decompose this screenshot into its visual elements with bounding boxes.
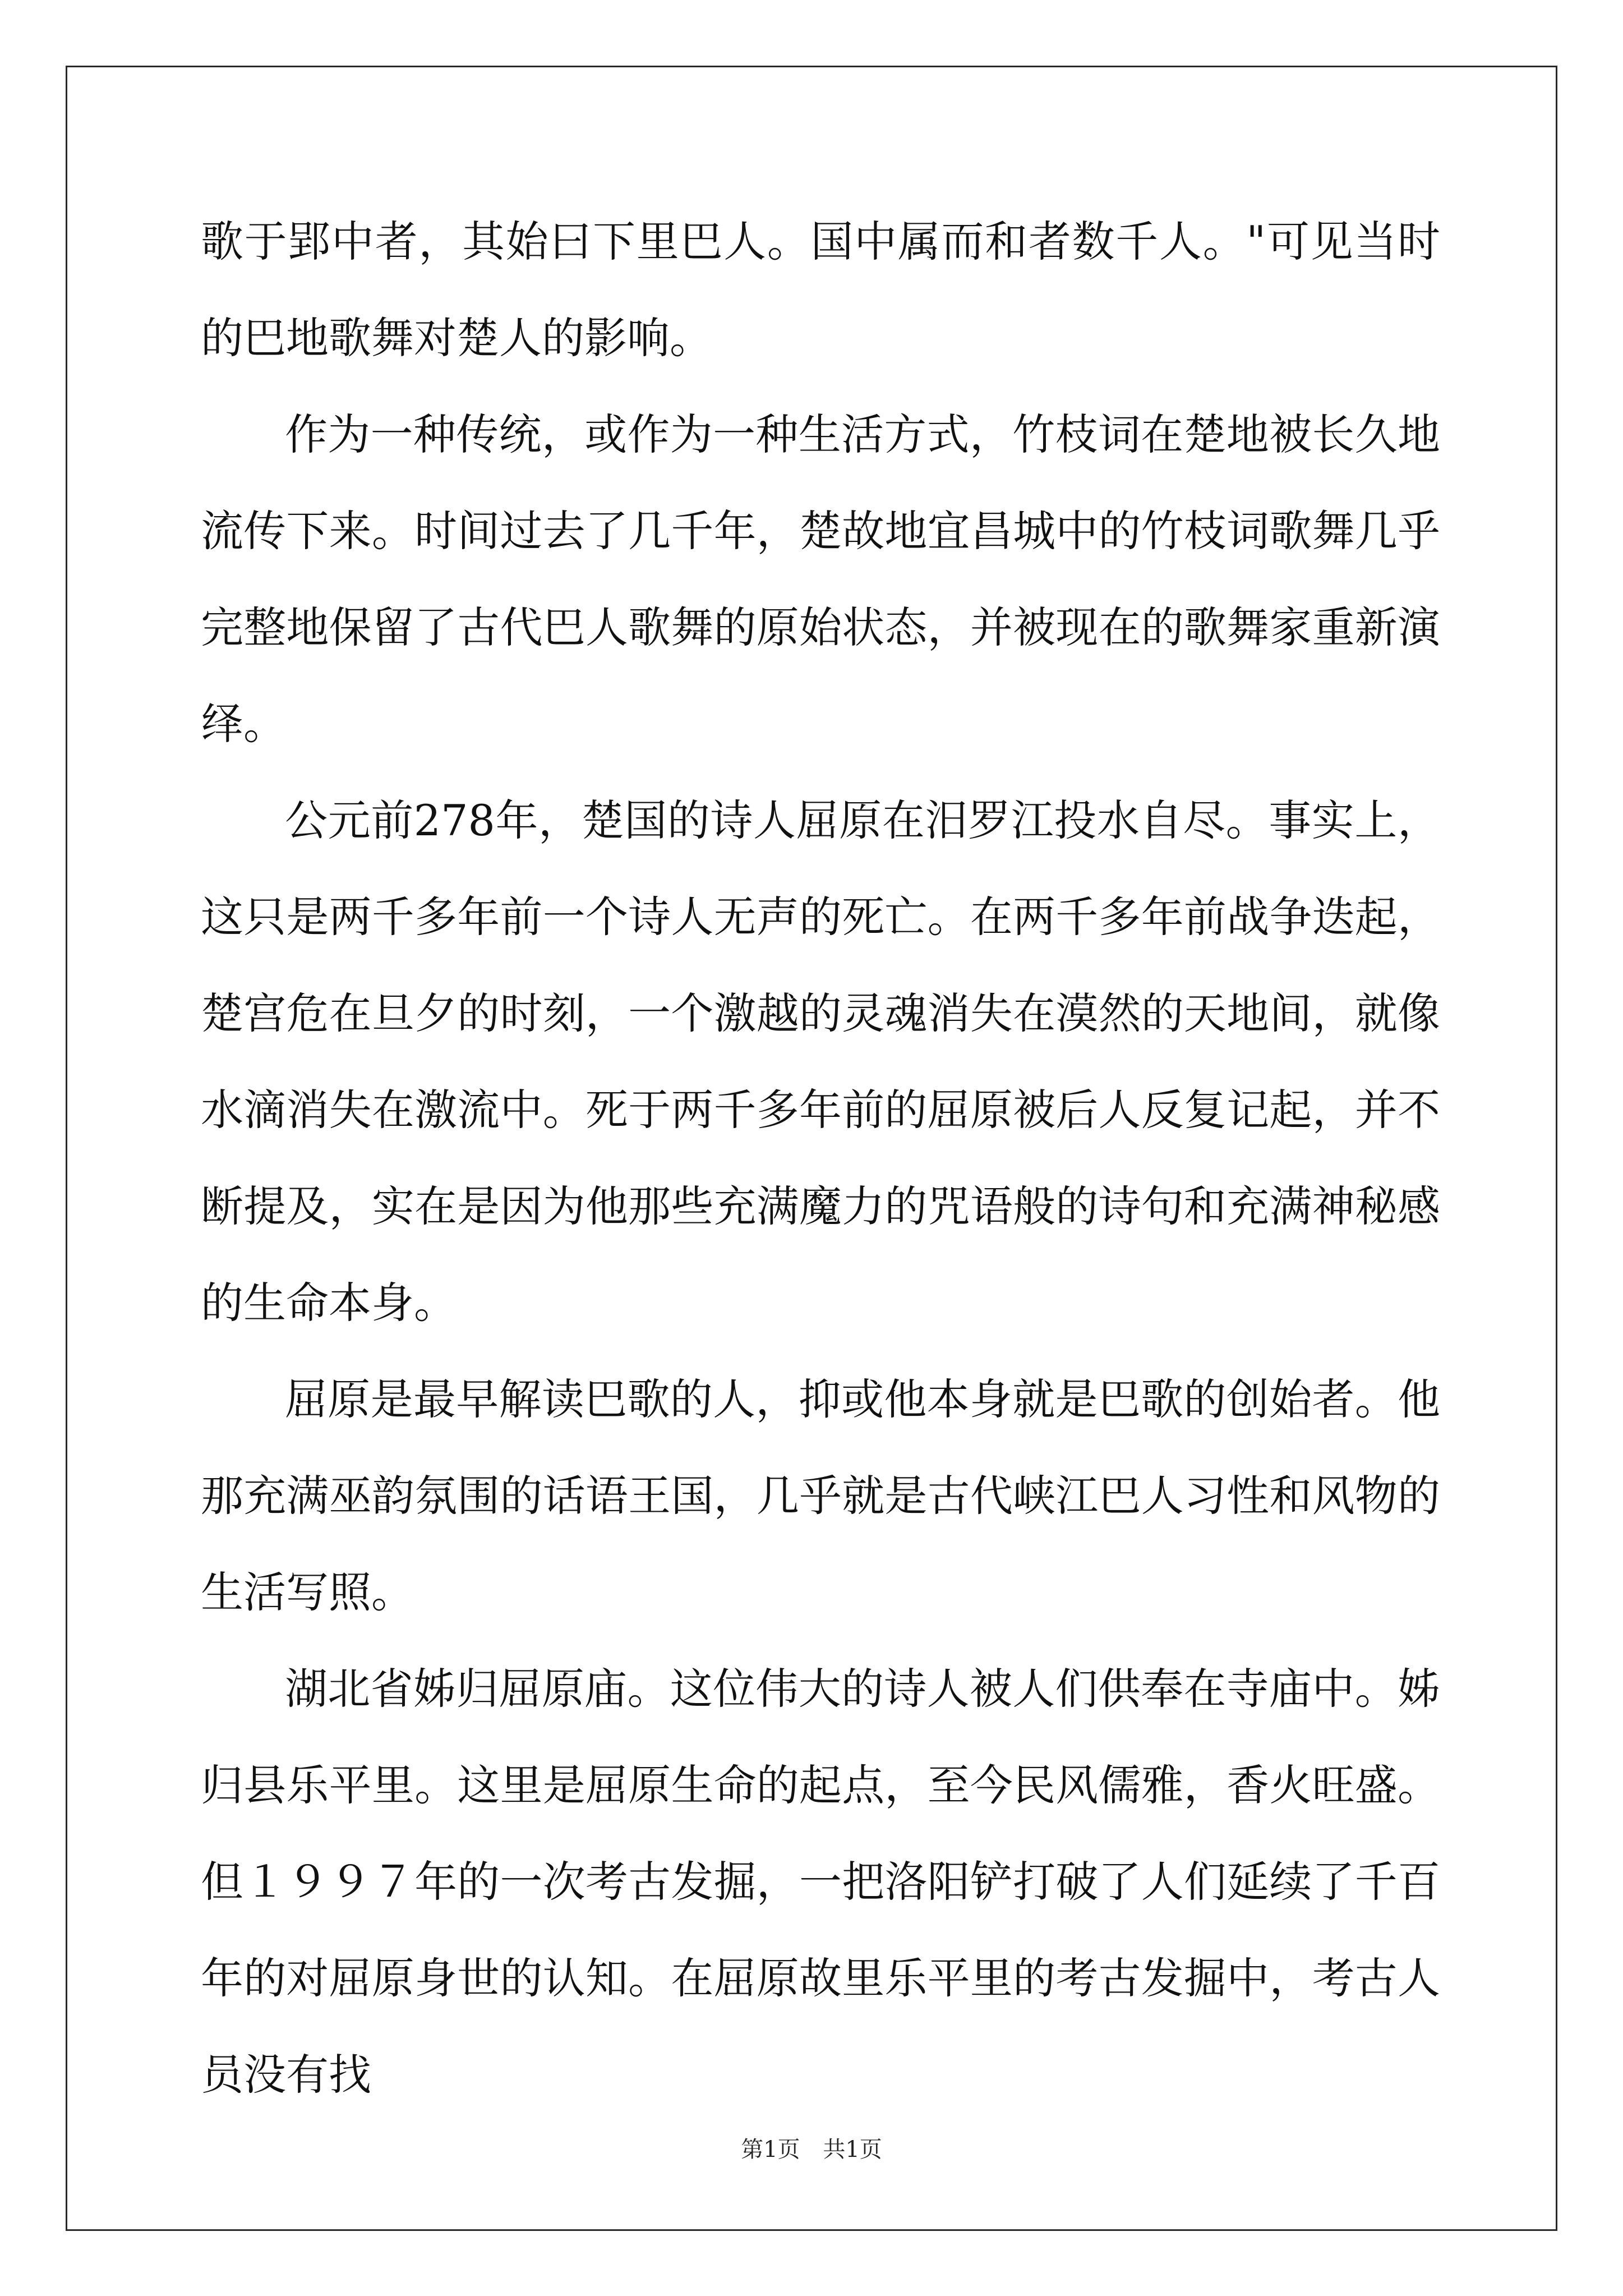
page-number: 第1页 bbox=[741, 2137, 800, 2162]
paragraph-3: 公元前278年，楚国的诗人屈原在汨罗江投水自尽。事实上，这只是两千多年前一个诗人无声的死亡。在两千多年前战争迭起，楚宫危在旦夕的时刻，一个激越的灵魂消失在漠然的天地间，就像水滴消失在激流中。死于两千多年前的屈原被后人反复记起，并不断提及，实在是因为他那些充满魔力的咒语般的诗句和充满神秘感的生命本身。 bbox=[201, 795, 1440, 1328]
paragraph-1: 歌于郢中者，其始曰下里巴人。国中属而和者数千人。"可见当时的巴地歌舞对楚人的影响。 bbox=[201, 217, 1440, 363]
page-footer bbox=[0, 2132, 1623, 2164]
paragraph-4: 屈原是最早解读巴歌的人，抑或他本身就是巴歌的创始者。他那充满巫韵氛围的话语王国，几乎就是古代峡江巴人习性和风物的生活写照。 bbox=[201, 1374, 1440, 1617]
paragraph-2: 作为一种传统，或作为一种生活方式，竹枝词在楚地被长久地流传下来。时间过去了几千年，楚故地宜昌城中的竹枝词歌舞几乎完整地保留了古代巴人歌舞的原始状态，并被现在的歌舞家重新演绎。 bbox=[201, 409, 1440, 749]
paragraph-5: 湖北省姊归屈原庙。这位伟大的诗人被人们供奉在寺庙中。姊归县乐平里。这里是屈原生命的起点，至今民风儒雅，香火旺盛。但１９９７年的一次考古发掘，一把洛阳铲打破了人们延续了千百年的对屈原身世的认知。在屈原故里乐平里的考古发掘中，考古人员没有找 bbox=[201, 1664, 1440, 2100]
document-body bbox=[201, 194, 1440, 2123]
page-total: 共1页 bbox=[823, 2137, 882, 2162]
